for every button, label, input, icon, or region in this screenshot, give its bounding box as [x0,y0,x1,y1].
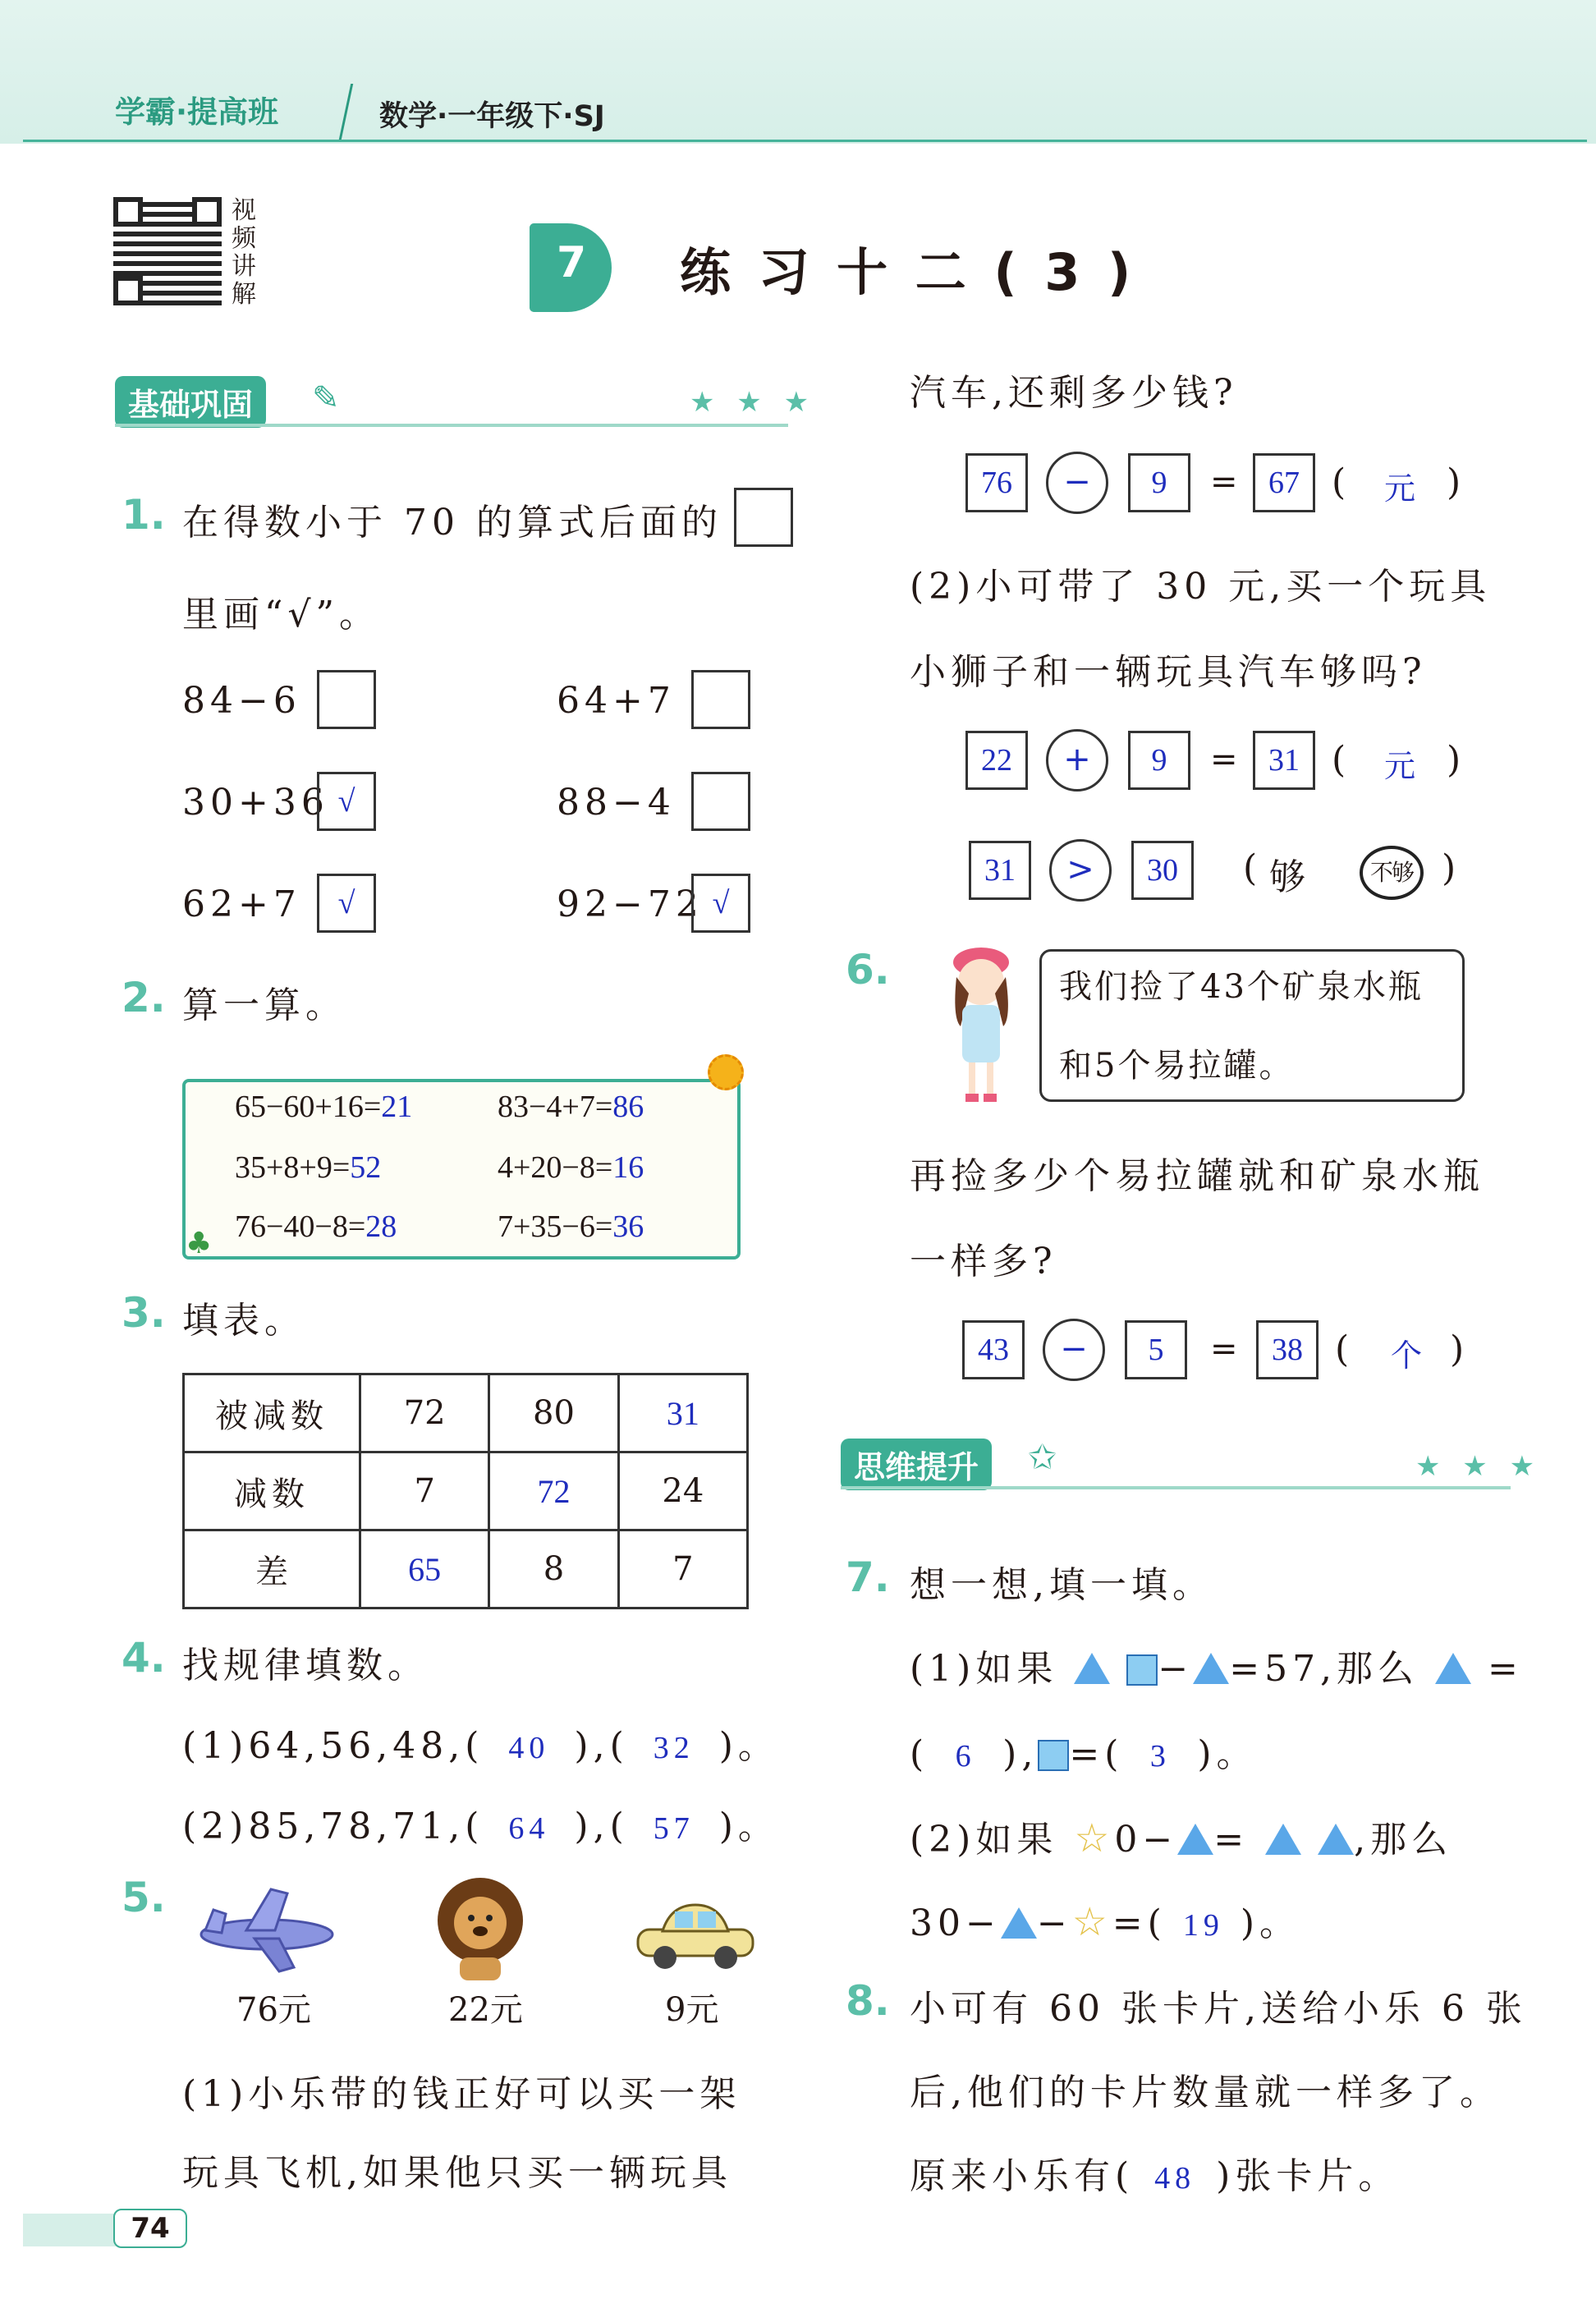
q2-expr: 35+8+9= [235,1150,351,1185]
unit-paren: ( [1332,739,1346,781]
eq-number-box[interactable]: 76 [965,453,1028,512]
eq-operator-circle[interactable]: − [1043,1319,1105,1381]
eq-number-box[interactable]: 9 [1128,453,1190,512]
eq-number-box[interactable]: 67 [1253,453,1315,512]
eq-equals: = [1210,741,1238,778]
toy-car-image [634,1898,757,1972]
q2-item [235,1150,381,1186]
cmp-operator-circle[interactable]: > [1049,839,1112,902]
q4-sequence-2 [182,1797,779,1849]
cmp-number-box[interactable]: 31 [969,841,1031,900]
op: − [1158,1648,1194,1690]
unit-answer[interactable]: 个 [1391,1339,1423,1374]
q2-answer[interactable]: 21 [381,1090,413,1124]
q8-text: 原来小乐有( [910,2155,1135,2197]
seq-answer[interactable]: 57 [653,1811,695,1846]
toy-lion-image [427,1875,534,1982]
eq-operator-circle[interactable]: + [1046,729,1108,792]
tree-icon: ♣ [186,1227,213,1260]
result-answer[interactable]: 19 [1182,1908,1224,1943]
seq-end: )。 [718,1806,779,1847]
brand-name: 学霸·提高班 [115,94,279,130]
pencil-icon: ✎ [312,379,340,417]
section-badge-basic: 基础巩固 [115,376,266,428]
square-answer[interactable]: 3 [1149,1739,1171,1774]
q1-expr: 88−4 [557,782,676,824]
page-number-bar [23,2214,122,2246]
qr-label: 视频讲解 [232,196,256,309]
unit-paren: ) [1450,1328,1465,1370]
q1-answer-box[interactable]: √ [317,874,376,933]
price-label: 22元 [448,1991,523,2029]
table-cell: 8 [489,1530,618,1608]
q2-number: 2. [122,974,166,1021]
q1-expr: 84−6 [182,680,301,722]
q4-text: 找规律填数。 [182,1645,429,1686]
q7-label: (1)如果 [910,1648,1058,1690]
seq-sep: ),( [574,1725,629,1767]
table-answer-cell[interactable]: 65 [360,1530,489,1608]
table-cell: 24 [618,1452,747,1530]
eq-number-box[interactable]: 22 [965,731,1028,790]
q8-answer[interactable]: 48 [1154,2161,1196,2196]
table-cell: 72 [360,1374,489,1452]
seq-prefix: (1)64,56,48,( [182,1725,484,1767]
triangle-icon [1193,1653,1229,1684]
q3-number: 3. [122,1289,166,1337]
seq-sep: ),( [574,1806,629,1847]
q2-answer[interactable]: 52 [350,1150,382,1185]
triangle-icon [1265,1824,1301,1855]
square-icon [1038,1740,1069,1771]
q1-answer-box[interactable]: √ [317,772,376,831]
triangle-icon [1318,1824,1354,1855]
q2-answer[interactable]: 28 [365,1209,397,1244]
q8-text: 小可有 60 张卡片,送给小乐 6 张 [910,1988,1527,2030]
q1-answer-box[interactable]: √ [691,874,750,933]
page-number: 74 [113,2209,187,2248]
q5-text: (1)小乐带的钱正好可以买一架 [182,2073,741,2115]
triangle-answer[interactable]: 6 [955,1739,976,1774]
q2-expr: 4+20−8= [498,1150,613,1185]
q4-number: 4. [122,1634,166,1682]
seq-prefix: (2)85,78,71,( [182,1806,484,1847]
op: 30− [910,1902,1001,1944]
q7-text: 想一想,填一填。 [910,1564,1213,1606]
q7-part1 [910,1639,1523,1691]
q1-text: 在得数小于 70 的算式后面的 [182,502,722,544]
qr-code[interactable] [113,197,222,305]
seq-answer[interactable]: 40 [508,1731,550,1765]
unit-paren: ) [1447,461,1461,503]
q2-item [235,1209,397,1245]
star-icon: ☆ [1071,1899,1112,1945]
q2-item [235,1089,412,1125]
table-row-label: 差 [184,1530,360,1608]
eq-number-box[interactable]: 9 [1128,731,1190,790]
q5-text: 玩具飞机,如果他只买一辆玩具 [182,2152,732,2194]
table-answer-cell[interactable]: 31 [618,1374,747,1452]
eq-equals: = [1210,463,1238,501]
toy-airplane-image [197,1885,337,1975]
q1-expr: 62+7 [182,883,301,925]
difficulty-stars: ★ ★ ★ [1415,1450,1542,1483]
choice-paren: ( [1243,847,1258,889]
q5-number: 5. [122,1874,166,1921]
eq-number-box[interactable]: 5 [1125,1320,1187,1379]
seq-answer[interactable]: 32 [653,1731,695,1765]
cmp-number-box[interactable]: 30 [1131,841,1194,900]
eq-operator-circle[interactable]: − [1046,452,1108,514]
unit-answer[interactable]: 元 [1384,472,1416,507]
eq-equals: = [1210,1330,1238,1368]
subject-label: 数学·一年级下·SJ [379,100,605,133]
q2-expr: 76−40−8= [235,1209,366,1244]
q2-answer[interactable]: 16 [612,1150,644,1185]
q2-answer[interactable]: 36 [612,1209,644,1244]
q8-text: )张卡片。 [1216,2155,1400,2197]
seq-end: )。 [718,1725,779,1767]
q1-text-2: 里画“√”。 [182,594,381,636]
square-icon [1126,1654,1158,1686]
unit-paren: ( [1335,1328,1350,1370]
unit-paren: ) [1447,739,1461,781]
choice-enough[interactable]: 够 [1269,856,1310,898]
q8-answer-line [910,2146,1399,2199]
table-row [184,1452,748,1530]
price-label: 9元 [665,1991,719,2029]
q6-number: 6. [846,946,890,993]
op: = [1488,1648,1523,1690]
page-title: 练 习 十 二 ( 3 ) [680,242,1136,302]
eq-number-box[interactable]: 31 [1253,731,1315,790]
q1-number: 1. [122,491,166,539]
q7-part2-answer [910,1893,1300,1946]
choice-paren: ) [1442,847,1456,889]
q4-sequence-1 [182,1716,779,1769]
q1-answer-box[interactable] [691,772,750,831]
section-underline [841,1486,1511,1489]
q1-sample-box [734,488,793,547]
q1-expr: 30+36 [182,782,329,824]
table-cell: 7 [618,1530,747,1608]
speech-bubble-line: 和5个易拉罐。 [1059,1047,1295,1085]
q1-expr: 92−72 [557,883,704,925]
op: =( [1112,1902,1167,1944]
table-answer-cell[interactable]: 72 [489,1452,618,1530]
table-cell: 7 [360,1452,489,1530]
q2-answer[interactable]: 86 [612,1090,644,1124]
q1-expr: 64+7 [557,680,676,722]
triangle-icon [1177,1824,1213,1855]
price-label: 76元 [236,1991,311,2029]
triangle-icon [1074,1653,1110,1684]
op: − [1036,1902,1072,1944]
q2-text: 算一算。 [182,984,346,1026]
section-underline [115,424,788,427]
girl-image [936,944,1026,1108]
unit-answer[interactable]: 元 [1384,750,1416,784]
q7-part1-answer: ( 6 ), =( 3 )。 [910,1733,1258,1775]
op: )。 [1240,1902,1300,1944]
star-icon: ☆ [1074,1815,1115,1861]
op: = [1213,1819,1250,1861]
q7-part2 [910,1810,1452,1862]
choice-not-enough[interactable]: 不够 [1360,846,1424,900]
op: 0− [1114,1819,1178,1861]
seq-answer[interactable]: 64 [508,1811,550,1846]
q1-answer-box[interactable] [691,670,750,729]
q5-text: 小狮子和一辆玩具汽车够吗? [910,651,1427,693]
table-cell: 80 [489,1374,618,1452]
lesson-number: 7 [557,238,587,287]
q7-label: (2)如果 [910,1819,1058,1861]
table-row-label: 减数 [184,1452,360,1530]
q3-text: 填表。 [182,1300,305,1342]
op: ,那么 [1354,1819,1453,1861]
triangle-icon [1001,1907,1037,1939]
q3-table [182,1373,749,1609]
q8-text: 后,他们的卡片数量就一样多了。 [910,2072,1501,2113]
eq-number-box[interactable]: 38 [1256,1320,1319,1379]
q2-item [498,1089,644,1125]
q5-text: (2)小可带了 30 元,买一个玩具 [910,566,1492,608]
header-divider [23,140,1587,142]
q2-expr: 65−60+16= [235,1090,382,1124]
q1-answer-box[interactable] [317,670,376,729]
unit-paren: ( [1332,461,1346,503]
sun-icon [708,1054,744,1090]
triangle-icon [1435,1653,1471,1684]
q8-number: 8. [846,1977,890,2025]
q5-text: 汽车,还剩多少钱? [910,372,1238,414]
section-badge-advanced: 思维提升 [841,1439,992,1490]
table-row-label: 被减数 [184,1374,360,1452]
eq-number-box[interactable]: 43 [962,1320,1025,1379]
difficulty-stars: ★ ★ ★ [690,386,816,419]
sparkle-star-icon: ✩ [1028,1437,1057,1477]
q6-text: 一样多? [910,1241,1057,1283]
speech-bubble-line: 我们捡了43个矿泉水瓶 [1059,968,1424,1006]
q2-expr: 83−4+7= [498,1090,613,1124]
q2-expr: 7+35−6= [498,1209,613,1244]
q6-text: 再捡多少个易拉罐就和矿泉水瓶 [910,1155,1484,1197]
table-row [184,1374,748,1452]
q2-item [498,1209,644,1245]
q7-number: 7. [846,1553,890,1601]
q2-item [498,1150,644,1186]
table-row [184,1530,748,1608]
op: =57,那么 [1229,1648,1419,1690]
